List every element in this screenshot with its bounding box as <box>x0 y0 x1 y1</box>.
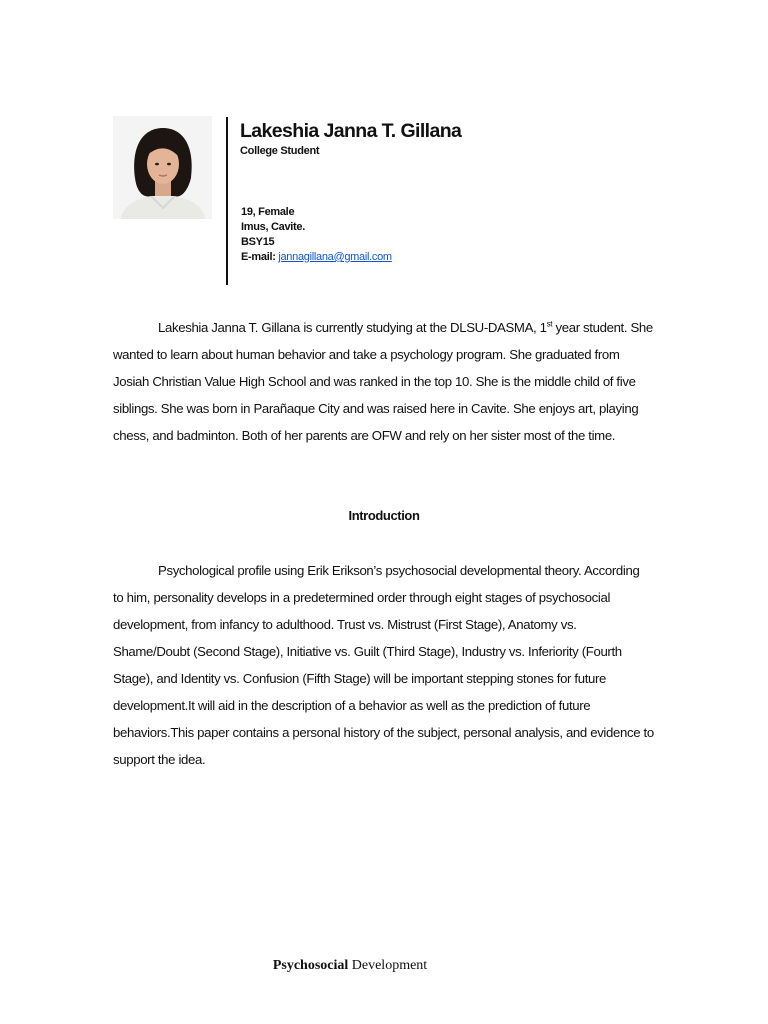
location: Imus, Cavite. <box>241 221 305 233</box>
bio-line-2: wanted to learn about human behavior and take a psychology program. She graduated from <box>113 347 620 362</box>
intro-line-7: behaviors.This paper contains a personal history of the subject, personal analysis, and evidence to <box>113 725 654 740</box>
intro-line-5: Stage), and Identity vs. Confusion (Fifth Stage) will be important stepping stones for future <box>113 671 607 686</box>
introduction-heading: Introduction <box>348 508 420 523</box>
email-link[interactable]: jannagillana@gmail.com <box>278 251 392 263</box>
bio-line-5: chess, and badminton. Both of her parents are OFW and rely on her sister most of the time. <box>113 428 616 443</box>
bio-line-4: siblings. She was born in Parañaque City and was raised here in Cavite. She enjoys art, playing <box>113 401 639 416</box>
profile-photo <box>113 116 212 219</box>
intro-line-2: to him, personality develops in a predetermined order through eight stages of psychosocial <box>113 590 611 605</box>
profile-name: Lakeshia Janna T. Gillana <box>240 120 462 142</box>
age-sex: 19, Female <box>241 206 295 218</box>
portrait-image <box>113 116 212 219</box>
footer-title <box>0 958 700 974</box>
email-row <box>241 250 392 265</box>
intro-line-1: Psychological profile using Erik Erikson’s psychosocial developmental theory. According <box>158 563 640 578</box>
intro-line-3: development, from infancy to adulthood. Trust vs. Mistrust (First Stage), Anatomy vs. <box>113 617 577 632</box>
section: BSY15 <box>241 236 275 248</box>
footer-rest: Development <box>348 958 428 973</box>
profile-role: College Student <box>240 145 320 157</box>
profile-details <box>241 205 392 265</box>
introduction-paragraph <box>113 557 658 773</box>
intro-line-6: development.It will aid in the description of a behavior as well as the prediction of future <box>113 698 591 713</box>
footer-bold: Psychosocial <box>272 958 349 973</box>
intro-line-8: support the idea. <box>113 752 206 767</box>
email-label: E-mail: <box>241 251 279 263</box>
header-divider <box>226 117 228 285</box>
profile-header <box>240 118 461 158</box>
bio-line-1: Lakeshia Janna T. Gillana is currently studying at the DLSU-DASMA, 1st year student. She <box>158 319 653 335</box>
intro-line-4: Shame/Doubt (Second Stage), Initiative vs. Guilt (Third Stage), Industry vs. Inferiority (Fourth <box>113 644 622 659</box>
bio-paragraph <box>113 314 658 449</box>
bio-line-3: Josiah Christian Value High School and was ranked in the top 10. She is the middle child of five <box>113 374 636 389</box>
